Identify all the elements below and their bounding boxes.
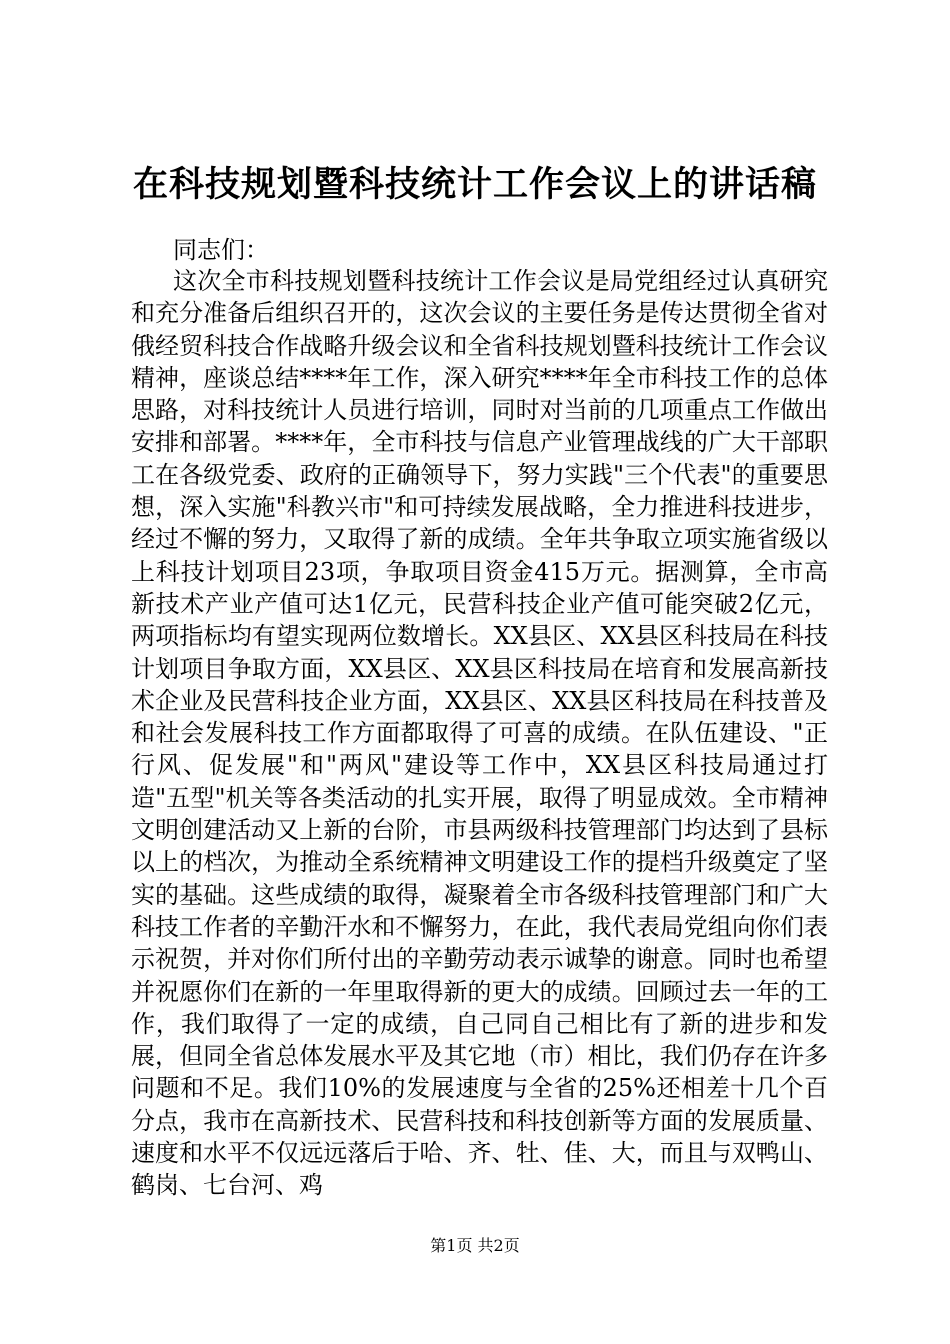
salutation: 同志们： xyxy=(173,236,269,264)
page-number-footer: 第1页 共2页 xyxy=(430,1236,520,1255)
body-paragraph: 这次全市科技规划暨科技统计工作会议是局党组经过认真研究和充分准备后组织召开的，这次会议的主要任务是传达贯彻全省对俄经贸科技合作战略升级会议和全省科技规划暨科技统计工作会议精神，座谈总结****年工作，深入研究****年全市科技工作的总体思路，对科技统计人员进行培训，同时对当前的几项重点工作做出安排和部署。****年，全市科技与信息产业管理战线的广大干部职工在各级党委、政府的正确领导下，努力实践"三个代表"的重要思想，深入实施"科教兴市"和可持续发展战略，全力推进科技进步，经过不懈的努力，又取得了新的成绩。全年共争取立项实施省级以上科技计划项目23项，争取项目资金415万元。据测算，全市高新技术产业产值可达1亿元，民营科技企业产值可能突破2亿元，两项指标均有望实现两位数增长。XX县区、XX县区科技局在科技计划项目争取方面，XX县区、XX县区科技局在培育和发展高新技术企业及民营科技企业方面，XX县区、XX县区科技局在科技普及和社会发展科技工作方面都取得了可喜的成绩。在队伍建设、"正行风、促发展"和"两风"建设等工作中，XX县区科技局通过打造"五型"机关等各类活动的扎实开展，取得了明显成效。全市精神文明创建活动又上新的台阶，市县两级科技管理部门均达到了县标以上的档次，为推动全系统精神文明建设工作的提档升级奠定了坚实的基础。这些成绩的取得，凝聚着全市各级科技管理部门和广大科技工作者的辛勤汗水和不懈努力，在此，我代表局党组向你们表示祝贺，并对你们所付出的辛勤劳动表示诚挚的谢意。同时也希望并祝愿你们在新的一年里取得新的更大的成绩。回顾过去一年的工作，我们取得了一定的成绩，自己同自己相比有了新的进步和发展，但同全省总体发展水平及其它地（市）相比，我们仍存在许多问题和不足。我们10%的发展速度与全省的25%还相差十几个百分点，我市在高新技术、民营科技和科技创新等方面的发展质量、速度和水平不仅远远落后于哈、齐、牡、佳、大，而且与双鸭山、鹤岗、七台河、鸡 xyxy=(131,267,828,1200)
document-title: 在科技规划暨科技统计工作会议上的讲话稿 xyxy=(132,164,817,205)
